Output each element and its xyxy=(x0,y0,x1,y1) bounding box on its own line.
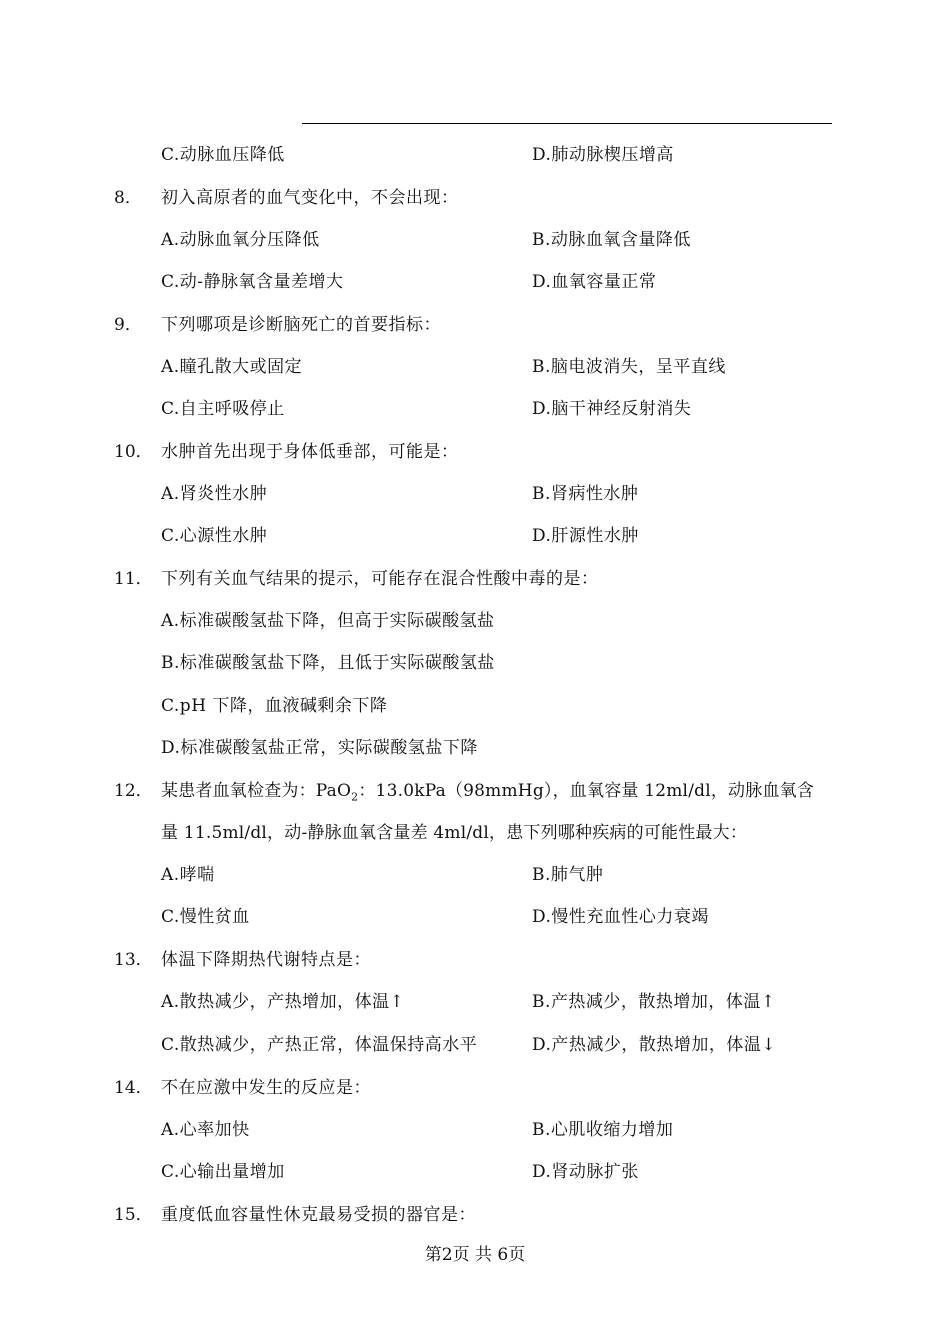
option-c: C.心源性水肿 xyxy=(161,526,268,546)
option-d: D.血氧容量正常 xyxy=(532,272,657,292)
question-number: 9． xyxy=(114,315,142,335)
question-stem: 体温下降期热代谢特点是： xyxy=(161,950,371,970)
option-a: A.心率加快 xyxy=(161,1120,250,1140)
option-c: C.自主呼吸停止 xyxy=(161,399,285,419)
option-c: C.动-静脉氧含量差增大 xyxy=(161,272,344,292)
question-number: 12． xyxy=(114,781,153,801)
page-footer: 第2页 共 6页 xyxy=(424,1245,526,1265)
question-number: 14． xyxy=(114,1078,153,1098)
question-number: 11． xyxy=(114,569,153,589)
option-b: B.肺气肿 xyxy=(532,865,604,885)
option-b: B.标准碳酸氢盐下降，且低于实际碳酸氢盐 xyxy=(161,653,495,673)
question-stem-line-2: 量 11.5ml/dl，动-静脉血氧含量差 4ml/dl，患下列哪种疾病的可能性最大： xyxy=(161,823,748,843)
option-c: C.pH 下降，血液碱剩余下降 xyxy=(161,696,388,716)
question-stem: 下列哪项是诊断脑死亡的首要指标： xyxy=(161,315,441,335)
option-a: A.肾炎性水肿 xyxy=(161,484,268,504)
question-stem: 不在应激中发生的反应是： xyxy=(161,1078,371,1098)
header-rule xyxy=(302,123,832,124)
option-c: C.散热减少，产热正常，体温保持高水平 xyxy=(161,1035,478,1055)
option-a: A.标准碳酸氢盐下降，但高于实际碳酸氢盐 xyxy=(161,611,495,631)
question-stem: 水肿首先出现于身体低垂部，可能是： xyxy=(161,442,459,462)
prev-option-c: C.动脉血压降低 xyxy=(161,145,285,165)
prev-option-d: D.肺动脉楔压增高 xyxy=(532,145,674,165)
option-d: D.慢性充血性心力衰竭 xyxy=(532,907,709,927)
option-a: A.瞳孔散大或固定 xyxy=(161,357,303,377)
option-b: B.动脉血氧含量降低 xyxy=(532,230,691,250)
stem-text-post: ：13.0kPa（98mmHg），血氧容量 12ml/dl，动脉血氧含 xyxy=(358,781,815,801)
option-d: D.肝源性水肿 xyxy=(532,526,639,546)
option-c: C.慢性贫血 xyxy=(161,907,250,927)
stem-text-pre: 某患者血氧检查为：PaO xyxy=(161,781,352,801)
option-b: B.心肌收缩力增加 xyxy=(532,1120,674,1140)
question-stem: 初入高原者的血气变化中，不会出现： xyxy=(161,188,459,208)
option-d: D.产热减少，散热增加，体温↓ xyxy=(532,1035,777,1055)
option-c: C.心输出量增加 xyxy=(161,1162,285,1182)
option-d: D.标准碳酸氢盐正常，实际碳酸氢盐下降 xyxy=(161,738,478,758)
subscript-2: 2 xyxy=(351,790,359,804)
option-a: A.动脉血氧分压降低 xyxy=(161,230,320,250)
question-number: 10． xyxy=(114,442,153,462)
question-number: 13． xyxy=(114,950,153,970)
option-b: B.脑电波消失，呈平直线 xyxy=(532,357,726,377)
option-b: B.产热减少，散热增加，体温↑ xyxy=(532,992,776,1012)
question-stem: 下列有关血气结果的提示，可能存在混合性酸中毒的是： xyxy=(161,569,599,589)
question-number: 8． xyxy=(114,188,142,208)
option-d: D.肾动脉扩张 xyxy=(532,1162,639,1182)
question-stem-line-1 xyxy=(161,780,814,808)
option-a: A.哮喘 xyxy=(161,865,215,885)
option-a: A.散热减少，产热增加，体温↑ xyxy=(161,992,405,1012)
question-stem: 重度低血容量性休克最易受损的器官是： xyxy=(161,1205,476,1225)
option-b: B.肾病性水肿 xyxy=(532,484,639,504)
question-number: 15． xyxy=(114,1205,153,1225)
option-d: D.脑干神经反射消失 xyxy=(532,399,692,419)
